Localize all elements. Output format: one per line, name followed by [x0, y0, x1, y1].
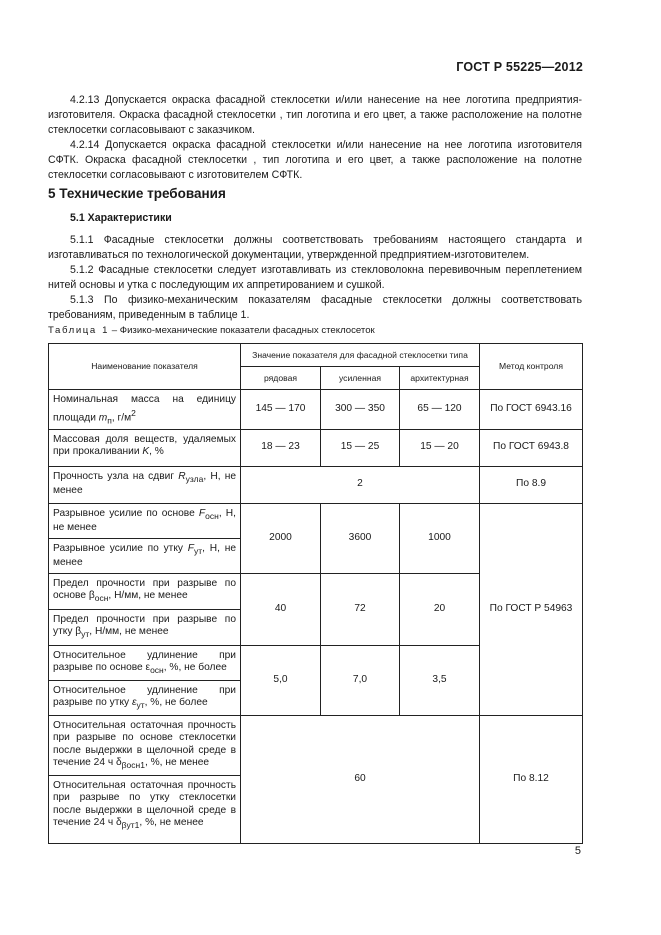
- section-title: 5 Технические требования: [48, 186, 226, 201]
- table-row: [49, 503, 583, 538]
- cell-value: 1000: [400, 503, 480, 573]
- cell-method: По ГОСТ 6943.8: [480, 429, 583, 466]
- table-row: [49, 429, 583, 466]
- subsection-title: 5.1 Характеристики: [70, 212, 172, 224]
- cell-value: 65 — 120: [400, 390, 480, 430]
- cell-value: 15 — 25: [321, 429, 400, 466]
- cell-value: 40: [241, 573, 321, 645]
- table-row: [49, 715, 583, 775]
- header-value-group: Значение показателя для фасадной стеклосетки типа: [241, 344, 480, 367]
- page-number: 5: [574, 845, 581, 857]
- header-test-method: Метод контроля: [480, 344, 583, 390]
- cell-value: 20: [400, 573, 480, 645]
- header-type-architectural: архитектурная: [400, 367, 480, 390]
- row-name-mass: Номинальная масса на единицу площади $m_п$, $г/м^2$: [49, 390, 241, 430]
- cell-value: 5,0: [241, 645, 321, 715]
- cell-value: 7,0: [321, 645, 400, 715]
- cell-value: 18 — 23: [241, 429, 321, 466]
- row-name-residual-strength-weft: Относительная остаточная прочность при разрыве по утку стеклосетки после выдержки в щелочной среде в течение 24 ч $\delta_{\beta ут1}$, %, не менее: [49, 775, 241, 843]
- paragraph-5-1-3: 5.1.3 По физико-механическим показателям фасадные стеклосетки должны соответствовать требованиям, приведенным в таблице 1.: [48, 294, 582, 321]
- table-row: [49, 390, 583, 430]
- paragraphs-5-1: [48, 233, 582, 323]
- row-name-tensile-force-warp: Разрывное усилие по основе $F_{осн}$, Н, не менее: [49, 503, 241, 538]
- row-name-strength-weft: Предел прочности при разрыве по утку $\beta_{ут}$, Н/мм, не менее: [49, 609, 241, 645]
- row-name-elongation-weft: Относительное удлинение при разрыве по утку $\varepsilon_{ут}$, %, не более: [49, 680, 241, 715]
- cell-value: 15 — 20: [400, 429, 480, 466]
- cell-value: 145 — 170: [241, 390, 321, 430]
- cell-value: 3,5: [400, 645, 480, 715]
- table-caption: Таблица 1 – Физико-механические показатели фасадных стеклосеток: [48, 325, 375, 336]
- row-name-residual-strength-warp: Относительная остаточная прочность при разрыве по основе стеклосетки после выдержки в щелочной среде в течение 24 ч $\delta_{\beta осн1}$, %, не менее: [49, 715, 241, 775]
- cell-method: По ГОСТ 6943.16: [480, 390, 583, 430]
- cell-value: 2000: [241, 503, 321, 573]
- row-name-elongation-warp: Относительное удлинение при разрыве по основе $\varepsilon_{осн}$, %, не более: [49, 645, 241, 680]
- cell-method: По 8.12: [480, 715, 583, 843]
- table-header-row: [49, 344, 583, 367]
- properties-table: [48, 343, 583, 844]
- paragraphs-4-2: [48, 93, 582, 183]
- row-name-tensile-force-weft: Разрывное усилие по утку $F_{ут}$, Н, не менее: [49, 538, 241, 573]
- paragraph-4-2-13: 4.2.13 Допускается окраска фасадной стеклосетки и/или нанесение на нее логотипа предприятия-изготовителя. Окраска фасадной стеклосетки , тип логотипа и его цвет, а также расположение на полотне стеклосетки согласовывают с заказчиком.: [48, 94, 582, 136]
- document-header-code: ГОСТ Р 55225—2012: [456, 60, 583, 74]
- cell-value: 72: [321, 573, 400, 645]
- cell-value: 3600: [321, 503, 400, 573]
- cell-value: 300 — 350: [321, 390, 400, 430]
- cell-value: 2: [241, 466, 480, 503]
- cell-value: 60: [241, 715, 480, 843]
- row-name-node-shear: Прочность узла на сдвиг $R_{узла}$, Н, не менее: [49, 466, 241, 503]
- row-name-loss-on-ignition: Массовая доля веществ, удаляемых при прокаливании K, %: [49, 429, 241, 466]
- header-type-ordinary: рядовая: [241, 367, 321, 390]
- paragraph-4-2-14: 4.2.14 Допускается окраска фасадной стеклосетки и/или нанесение на нее логотипа изготовителя СФТК. Окраска фасадной стеклосетки , тип логотипа и его цвет, а также расположение на полотне стеклосетки согласовывают с изготовителем СФТК.: [48, 139, 582, 181]
- paragraph-5-1-2: 5.1.2 Фасадные стеклосетки следует изготавливать из стекловолокна перевивочным переплетением нитей основы и утка с последующим их аппретированием и сушкой.: [48, 264, 582, 291]
- header-type-reinforced: усиленная: [321, 367, 400, 390]
- row-name-strength-warp: Предел прочности при разрыве по основе $\beta_{осн}$, Н/мм, не менее: [49, 573, 241, 609]
- paragraph-5-1-1: 5.1.1 Фасадные стеклосетки должны соответствовать требованиям настоящего стандарта и изготавливаться по технологической документации, утвержденной предприятием-изготовителем.: [48, 234, 582, 261]
- cell-method: По ГОСТ Р 54963: [480, 503, 583, 715]
- table-row: [49, 466, 583, 503]
- header-parameter-name: Наименование показателя: [49, 344, 241, 390]
- cell-method: По 8.9: [480, 466, 583, 503]
